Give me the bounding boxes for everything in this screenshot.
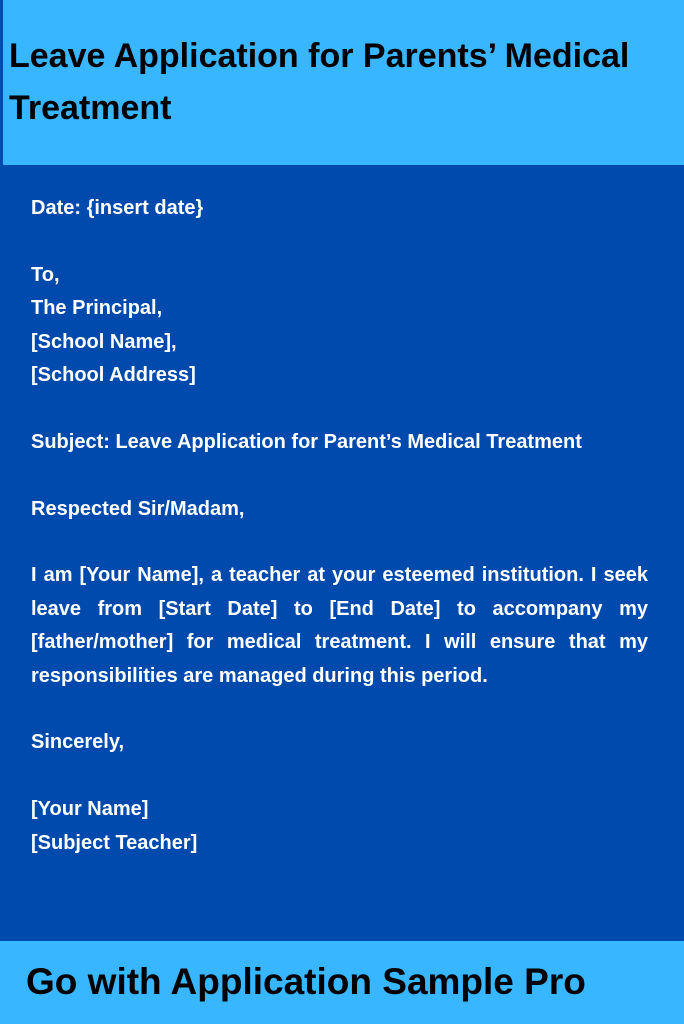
letter-body — [31, 192, 648, 893]
subject-line: Subject: Leave Application for Parent’s Medical Treatment — [31, 430, 582, 453]
footer-banner — [0, 941, 684, 1024]
header-banner — [0, 0, 684, 165]
address-line-school-name: [School Name], — [31, 330, 177, 353]
page-title: Leave Application for Parents’ Medical Treatment — [9, 37, 630, 127]
salutation: Respected Sir/Madam, — [31, 497, 245, 520]
footer-tagline: Go with Application Sample Pro — [26, 961, 586, 1002]
address-line-to: To, — [31, 263, 60, 286]
signature-block — [31, 793, 648, 860]
address-line-principal: The Principal, — [31, 297, 163, 320]
recipient-address — [31, 259, 648, 393]
closing: Sincerely, — [31, 731, 125, 754]
signature-role: [Subject Teacher] — [31, 831, 198, 854]
address-line-school-address: [School Address] — [31, 364, 196, 387]
date-line: Date: {insert date} — [31, 197, 204, 219]
body-paragraph: I am [Your Name], a teacher at your esteemed institution. I seek leave from [Start Date] to [End Date] to accompany my [father/mother] for medical treatment. I will ensure that my responsibilities are managed during this period. — [31, 564, 648, 687]
signature-name: [Your Name] — [31, 798, 149, 821]
